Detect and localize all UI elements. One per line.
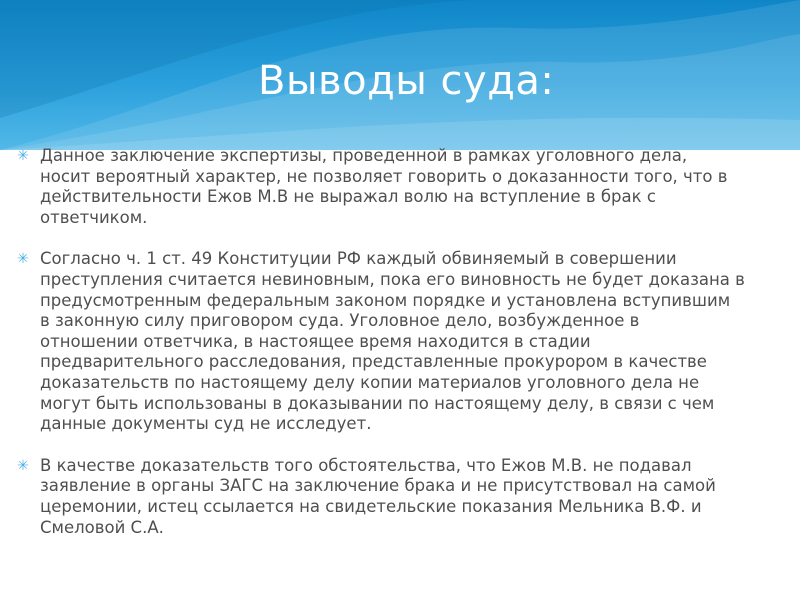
bullet-text (40, 249, 762, 434)
title-banner (0, 0, 800, 150)
bullet-line: носит вероятный характер, не позволяет говорить о доказанности того, что в (40, 166, 728, 186)
slide-title: Выводы суда: (258, 58, 555, 104)
bullet-line: данные документы суд не исследует. (40, 414, 372, 434)
bullet-line: ответчиком. (40, 207, 148, 227)
slide-body (14, 146, 762, 559)
bullet-star-icon: ✳ (17, 148, 29, 164)
bullet-line: могут быть использованы в доказывании по настоящему делу, в связи с чем (40, 393, 715, 413)
bullet-line: в законную силу приговором суда. Уголовное дело, возбужденное в (40, 311, 640, 331)
bullet-text (40, 146, 762, 228)
bullet-item (14, 146, 762, 228)
bullet-line: Согласно ч. 1 ст. 49 Конституции РФ каждый обвиняемый в совершении (40, 249, 677, 269)
bullet-line: доказательств по настоящему делу копии материалов уголовного дела не (40, 372, 700, 392)
bullet-line: заявление в органы ЗАГС на заключение брака и не присутствовал на самой (40, 476, 716, 496)
bullet-item (14, 456, 762, 538)
bullet-line: предварительного расследования, представленные прокурором в качестве (40, 352, 707, 372)
bullet-line: В качестве доказательств того обстоятельства, что Ежов М.В. не подавал (40, 455, 692, 475)
bullet-text (40, 456, 762, 538)
bullet-line: Данное заключение экспертизы, проведенной в рамках уголовного дела, (40, 146, 688, 165)
bullet-star-icon: ✳ (17, 251, 29, 268)
bullet-line: предусмотренным федеральным законом порядке и установлена вступившим (40, 290, 731, 310)
bullet-line: церемонии, истец ссылается на свидетельские показания Мельника В.Ф. и (40, 496, 702, 516)
bullet-line: преступления считается невиновным, пока его виновность не будет доказана в (40, 269, 745, 289)
bullet-item (14, 249, 762, 434)
bullet-line: Смеловой С.А. (40, 517, 164, 537)
bullet-line: отношении ответчика, в настоящее время находится в стадии (40, 331, 591, 351)
bullet-star-icon: ✳ (17, 457, 29, 474)
bullet-line: действительности Ежов М.В не выражал волю на вступление в брак с (40, 187, 656, 207)
